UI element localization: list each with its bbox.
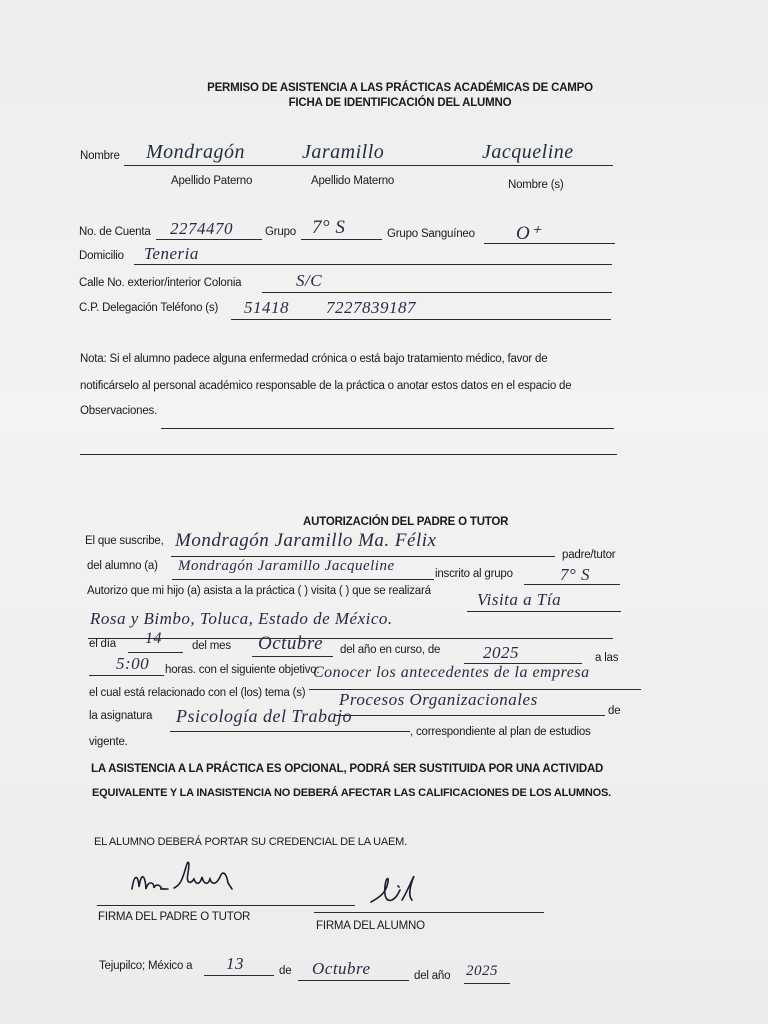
apellido-materno-label: Apellido Materno <box>311 175 395 187</box>
tema-label: el cual está relacionado con el (los) tema (s) <box>89 687 306 699</box>
cuenta-line <box>156 239 262 240</box>
tema-value: Procesos Organizacionales <box>339 690 538 709</box>
calle-label: Calle No. exterior/interior Colonia <box>79 277 242 289</box>
nombre-line <box>124 165 613 166</box>
lugar-line <box>88 638 613 639</box>
asignatura-value: Psicología del Trabajo <box>176 706 353 726</box>
cuenta-label: No. de Cuenta <box>79 226 151 238</box>
suscribe-label: El que suscribe, <box>85 535 164 547</box>
cp-label: C.P. Delegación Teléfono (s) <box>79 302 219 314</box>
cuenta-value: 2274470 <box>170 219 233 238</box>
tutor-name-value: Mondragón Jaramillo Ma. Félix <box>175 530 437 551</box>
grupo-value: 7° S <box>312 217 346 238</box>
a-las-label: a las <box>595 652 619 664</box>
mes-value: Octubre <box>258 633 324 654</box>
autorizo-label: Autorizo que mi hijo (a) asista a la práctica ( ) visita ( ) que se realizará <box>87 585 431 597</box>
anio-value: 2025 <box>483 643 519 662</box>
sanguineo-label: Grupo Sanguíneo <box>387 228 475 240</box>
note-line-3: Observaciones. <box>80 405 158 417</box>
apellido-materno-value: Jaramillo <box>302 141 385 163</box>
alumno-name-value: Mondragón Jaramillo Jacqueline <box>178 558 395 574</box>
observaciones-line-2 <box>80 454 617 455</box>
dia-line <box>128 652 183 653</box>
student-signature-line <box>314 912 544 913</box>
calle-value: S/C <box>296 271 323 290</box>
cp-line <box>231 319 611 320</box>
apellido-paterno-value: Mondragón <box>146 141 245 163</box>
visita-line <box>467 611 621 612</box>
credencial-notice: EL ALUMNO DEBERÁ PORTAR SU CREDENCIAL DE LA UAEM. <box>94 836 407 848</box>
asignatura-label: la asignatura <box>89 710 153 722</box>
firma-alumno-label: FIRMA DEL ALUMNO <box>316 920 425 932</box>
domicilio-label: Domicilio <box>79 250 124 262</box>
inscrito-label: inscrito al grupo <box>435 568 513 580</box>
footer-de-label: de <box>279 965 292 977</box>
tutor-name-line <box>171 556 555 557</box>
authorization-title: AUTORIZACIÓN DEL PADRE O TUTOR <box>303 516 509 528</box>
de-label: de <box>608 705 621 717</box>
vigente-label: vigente. <box>89 736 128 748</box>
alumno-name-line <box>172 579 434 580</box>
footer-mes-line <box>298 980 409 981</box>
grupo-label: Grupo <box>265 226 296 238</box>
footer-mes-value: Octubre <box>312 959 371 978</box>
form-title: PERMISO DE ASISTENCIA A LAS PRÁCTICAS ACADÉMICAS DE CAMPO <box>207 82 593 94</box>
del-mes-label: del mes <box>192 640 231 652</box>
padre-tutor-label: padre/tutor <box>562 549 616 561</box>
visita-value: Visita a Tía <box>477 590 562 609</box>
firma-padre-label: FIRMA DEL PADRE O TUTOR <box>98 911 251 923</box>
apellido-paterno-label: Apellido Paterno <box>171 175 253 187</box>
hora-line <box>89 675 164 676</box>
hora-value: 5:00 <box>116 654 150 673</box>
dia-value: 14 <box>145 630 162 647</box>
grupo-line <box>301 239 382 240</box>
inscrito-grupo-value: 7° S <box>560 565 591 584</box>
nombres-value: Jacqueline <box>482 141 574 163</box>
lugar-value: Rosa y Bimbo, Toluca, Estado de México. <box>90 609 393 628</box>
alumno-label: del alumno (a) <box>87 560 158 572</box>
footer-anio-line <box>464 983 510 984</box>
footer-dia-value: 13 <box>226 954 244 973</box>
footer-anio-label: del año <box>414 970 451 982</box>
note-line-2: notificárselo al personal académico responsable de la práctica o anotar estos datos en el espacio de <box>80 380 572 392</box>
footer-dia-line <box>204 975 274 976</box>
nombres-label: Nombre (s) <box>508 179 564 191</box>
note-line-1: Nota: Si el alumno padece alguna enfermedad crónica o está bajo tratamiento médico, favor de <box>80 353 548 365</box>
form-subtitle: FICHA DE IDENTIFICACIÓN DEL ALUMNO <box>288 97 512 109</box>
lugar-fecha-label: Tejupilco; México a <box>99 960 193 972</box>
mes-line <box>252 656 333 657</box>
objetivo-label: horas. con el siguiente objetivo: <box>165 664 320 676</box>
aviso-line-1: LA ASISTENCIA A LA PRÁCTICA ES OPCIONAL, PODRÁ SER SUSTITUIDA POR UNA ACTIVIDAD <box>91 763 604 775</box>
telefono-value: 7227839187 <box>326 298 416 317</box>
objetivo-value: Conocer los antecedentes de la empresa <box>313 664 590 681</box>
domicilio-line <box>134 264 612 265</box>
signature-guardian <box>130 855 245 900</box>
signature-student <box>368 872 418 910</box>
aviso-line-2: EQUIVALENTE Y LA INASISTENCIA NO DEBERÁ AFECTAR LAS CALIFICACIONES DE LOS ALUMNOS. <box>92 787 611 799</box>
calle-line <box>262 292 612 293</box>
footer-anio-value: 2025 <box>466 963 498 979</box>
observaciones-line-1 <box>161 428 614 429</box>
asignatura-line <box>170 731 410 732</box>
cp-value: 51418 <box>244 298 289 317</box>
correspondiente-label: , correspondiente al plan de estudios <box>410 726 591 738</box>
sanguineo-line <box>484 243 615 244</box>
nombre-label: Nombre <box>80 150 120 162</box>
tema-line <box>334 715 605 716</box>
el-dia-label: el día <box>89 638 116 650</box>
domicilio-value: Teneria <box>144 244 199 263</box>
guardian-signature-line <box>97 905 355 906</box>
sanguineo-value: O⁺ <box>516 223 541 244</box>
anio-label: del año en curso, de <box>340 644 441 656</box>
